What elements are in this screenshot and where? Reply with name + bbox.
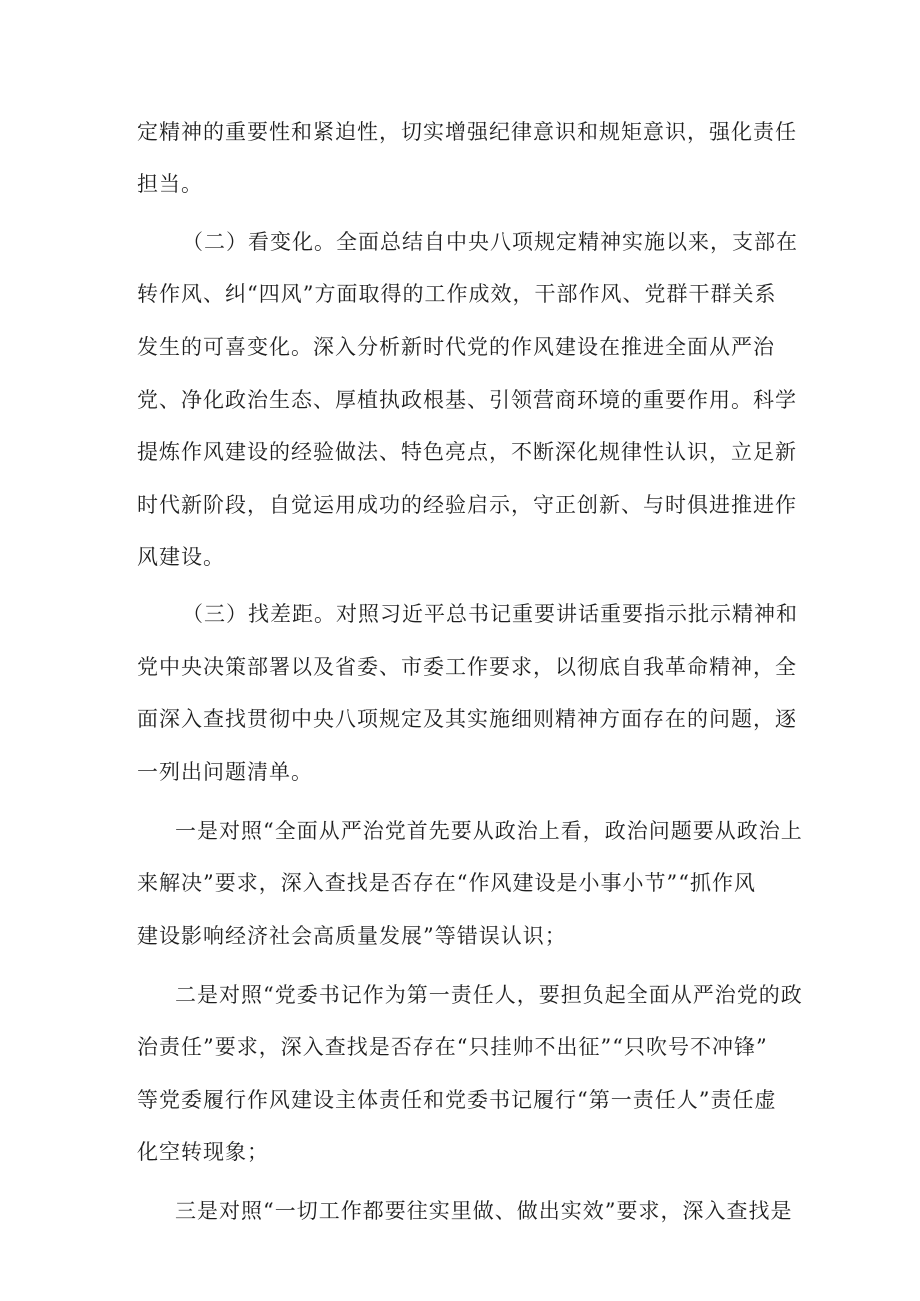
- text-line: 担当。: [137, 172, 203, 196]
- text-line: （三）找差距。对照习近平总书记重要讲话重要指示批示精神和: [182, 602, 798, 626]
- text-line: 风建设。: [137, 545, 225, 569]
- text-line: 建设影响经济社会高质量发展”等错误认识；: [137, 924, 567, 948]
- text-line: 党、净化政治生态、厚植执政根基、引领营商环境的重要作用。科学: [137, 388, 797, 412]
- text-line: 时代新阶段，自觉运用成功的经验启示，守正创新、与时俱进推进作: [137, 493, 797, 517]
- text-line: 二是对照“党委书记作为第一责任人，要担负起全面从严治党的政: [175, 983, 803, 1007]
- text-line: 来解决”要求，深入查找是否存在“作风建设是小事小节”“抓作风: [137, 871, 756, 895]
- text-line: 治责任”要求，深入查找是否存在“只挂帅不出征”“只吹号不冲锋”: [137, 1035, 768, 1059]
- text-line: 一是对照“全面从严治党首先要从政治上看，政治问题要从政治上: [175, 819, 803, 843]
- text-line: 一列出问题清单。: [137, 760, 313, 784]
- text-line: 提炼作风建设的经验做法、特色亮点，不断深化规律性认识，立足新: [137, 440, 797, 464]
- text-line: 等党委履行作风建设主体责任和党委书记履行“第一责任人”责任虚: [137, 1088, 777, 1112]
- text-line: 转作风、纠“四风”方面取得的工作成效，干部作风、党群干群关系: [137, 282, 777, 306]
- text-line: 面深入查找贯彻中央八项规定及其实施细则精神方面存在的问题，逐: [137, 707, 797, 731]
- text-line: 发生的可喜变化。深入分析新时代党的作风建设在推进全面从严治: [137, 335, 775, 359]
- text-line: 三是对照“一切工作都要往实里做、做出实效”要求，深入查找是: [175, 1199, 793, 1223]
- text-line: 定精神的重要性和紧迫性，切实增强纪律意识和规矩意识，强化责任: [137, 120, 797, 144]
- text-line: 化空转现象；: [137, 1140, 269, 1164]
- text-line: 党中央决策部署以及省委、市委工作要求，以彻底自我革命精神，全: [137, 655, 797, 679]
- text-line: （二）看变化。全面总结自中央八项规定精神实施以来，支部在: [182, 230, 798, 254]
- document-body: [137, 0, 803, 1301]
